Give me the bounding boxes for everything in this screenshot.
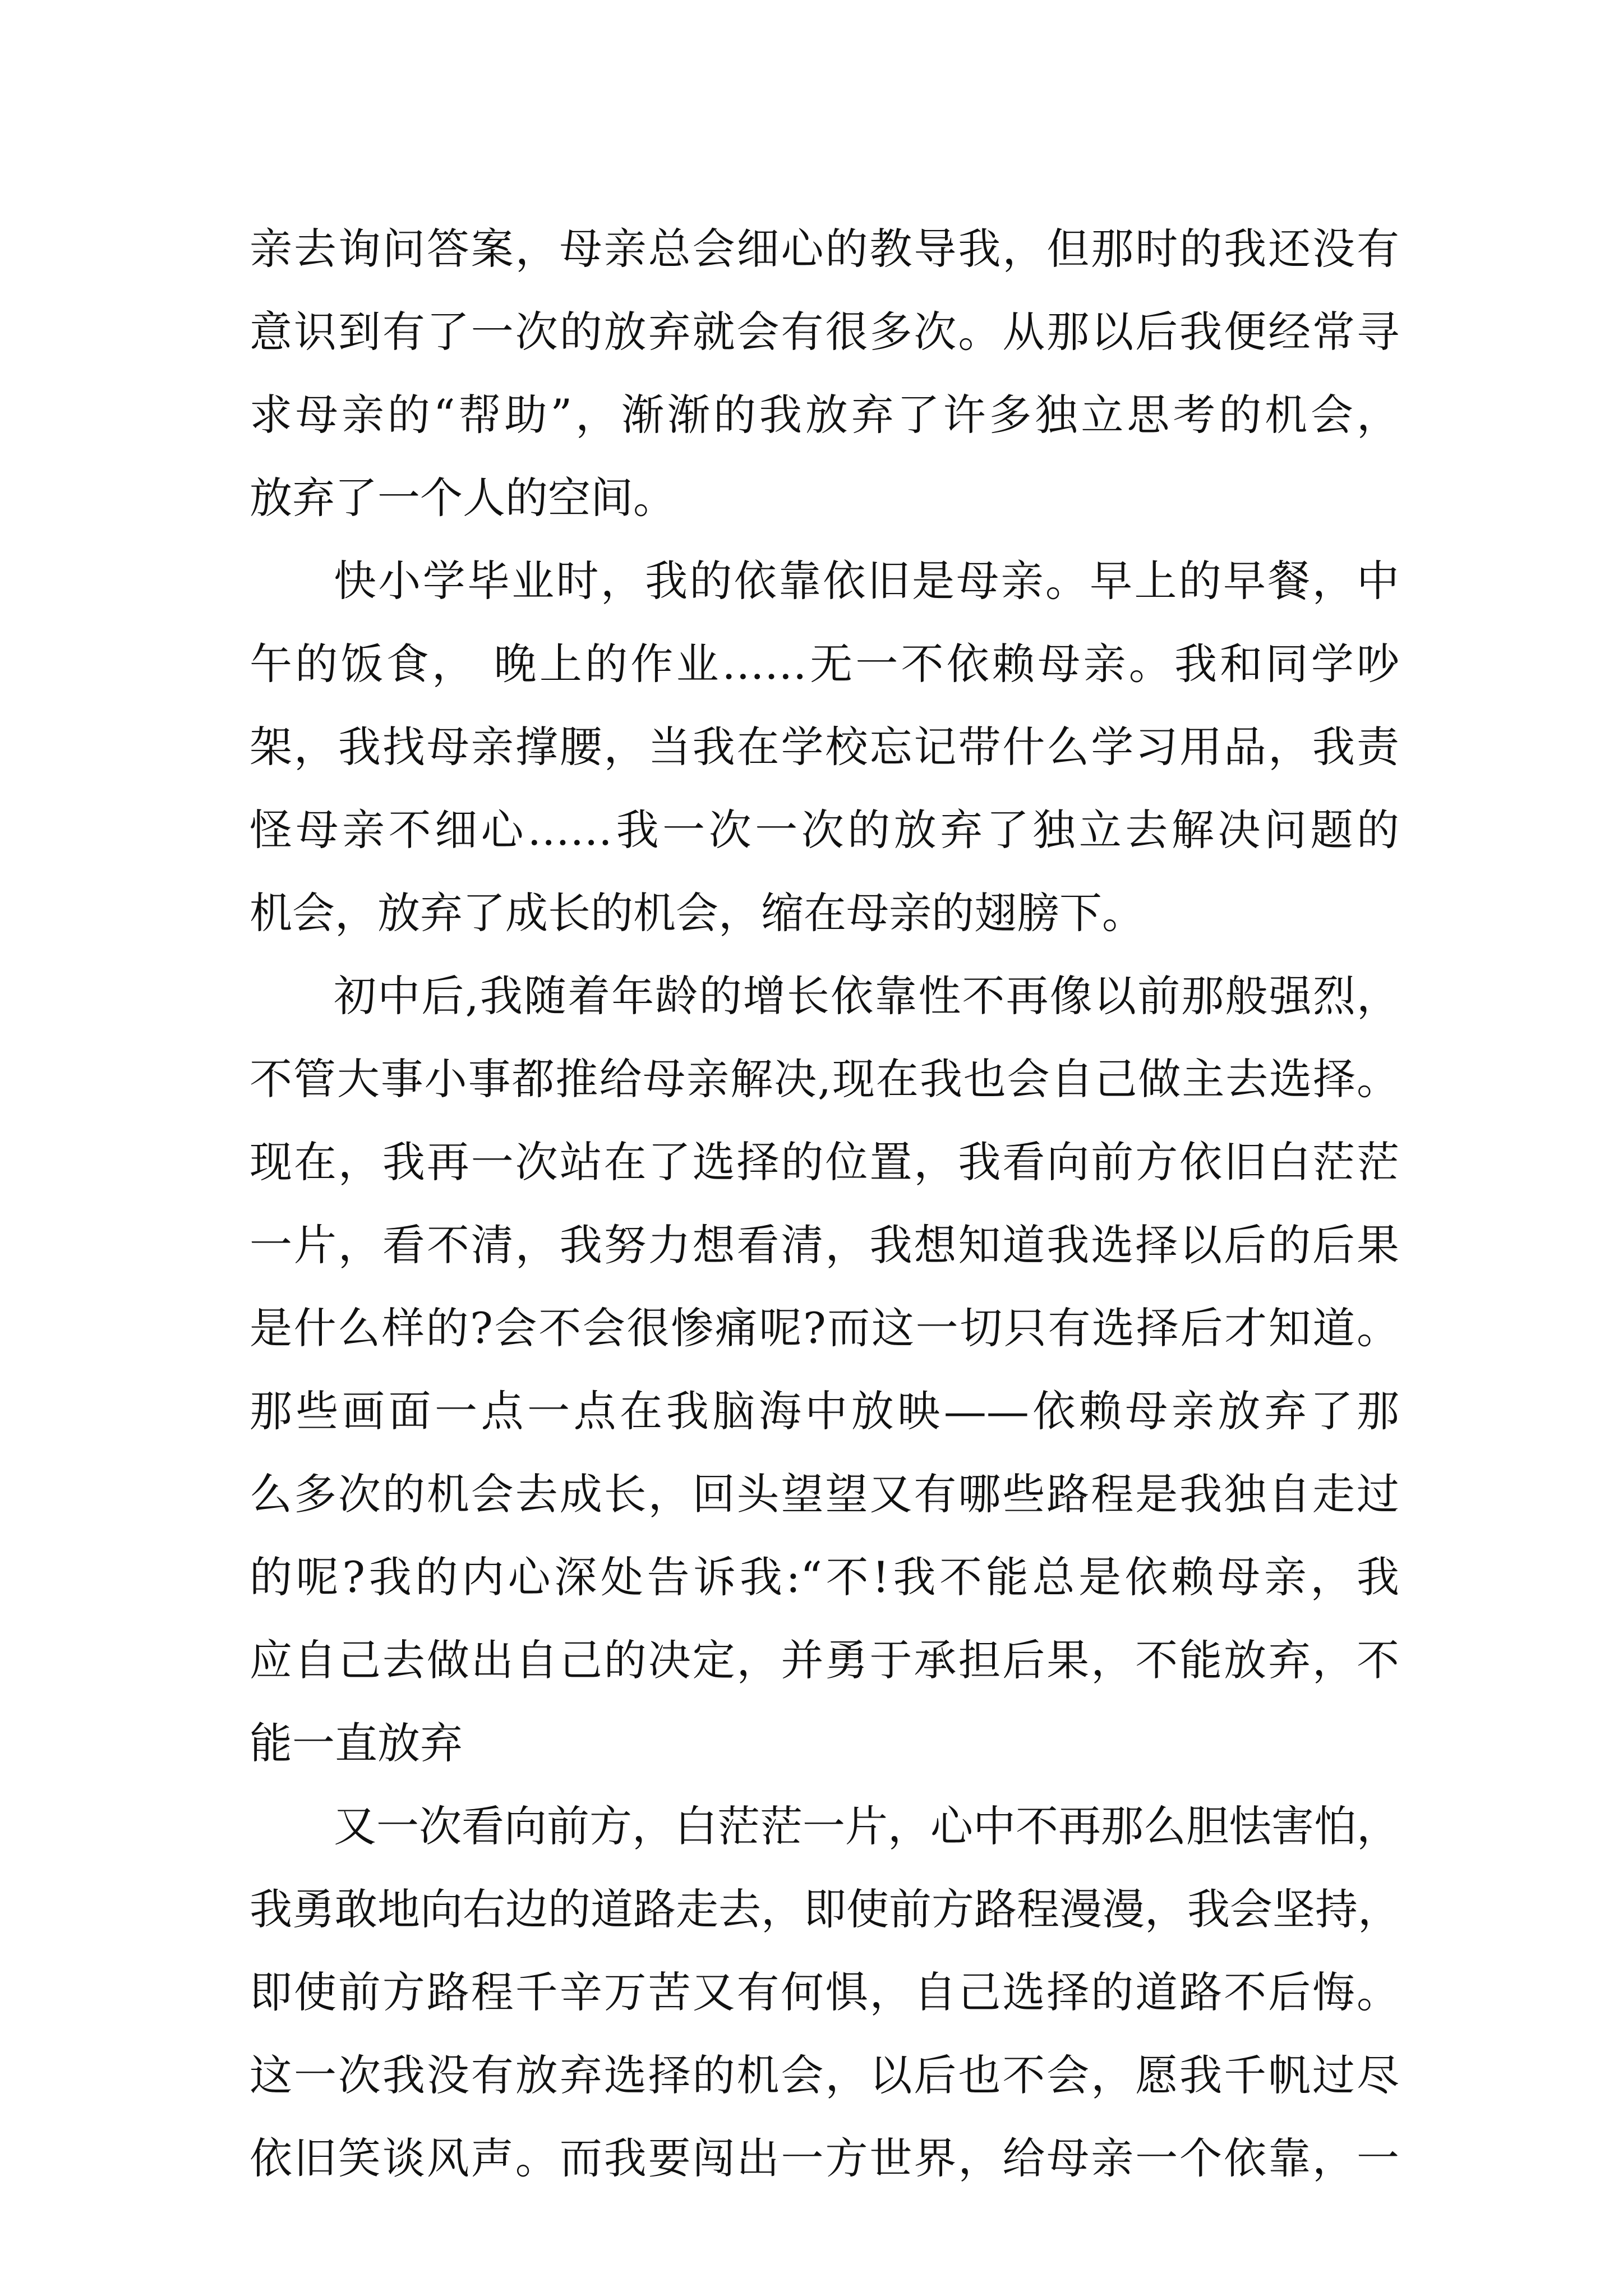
essay-body — [250, 208, 1399, 2200]
text-line: 放弃了一个人的空间。 — [250, 473, 676, 523]
text-line: 亲去询问答案，母亲总会细心的教导我，但那时的我还没有 — [250, 224, 1399, 274]
text-line: 不管大事小事都推给母亲解决,现在我也会自己做主去选择。 — [250, 1054, 1399, 1104]
text-line: 午的饭食， 晚上的作业……无一不依赖母亲。我和同学吵 — [250, 639, 1399, 689]
text-line: 又一次看向前方，白茫茫一片，心中不再那么胆怯害怕， — [334, 1801, 1399, 1851]
text-line: 求母亲的“帮助”，渐渐的我放弃了许多独立思考的机会， — [250, 390, 1399, 440]
text-line: 能一直放弃 — [250, 1718, 463, 1768]
text-line: 我勇敢地向右边的道路走去，即使前方路程漫漫，我会坚持， — [250, 1884, 1400, 1934]
text-line: 架，我找母亲撑腰，当我在学校忘记带什么学习用品，我责 — [250, 722, 1399, 772]
text-line: 意识到有了一次的放弃就会有很多次。从那以后我便经常寻 — [250, 307, 1399, 357]
text-line: 快小学毕业时，我的依靠依旧是母亲。早上的早餐，中 — [334, 556, 1399, 606]
text-line: 即使前方路程千辛万苦又有何惧，自己选择的道路不后悔。 — [250, 1967, 1399, 2017]
text-line: 现在，我再一次站在了选择的位置，我看向前方依旧白茫茫 — [250, 1137, 1399, 1187]
text-line: 那些画面一点一点在我脑海中放映——依赖母亲放弃了那 — [250, 1386, 1399, 1436]
text-line: 怪母亲不细心……我一次一次的放弃了独立去解决问题的 — [250, 805, 1399, 855]
text-line: 机会，放弃了成长的机会，缩在母亲的翅膀下。 — [250, 888, 1145, 938]
text-line: 的呢?我的内心深处告诉我:“不!我不能总是依赖母亲，我 — [250, 1552, 1399, 1602]
text-line: 初中后,我随着年龄的增长依靠性不再像以前那般强烈， — [334, 971, 1399, 1021]
text-line: 应自己去做出自己的决定，并勇于承担后果，不能放弃，不 — [250, 1635, 1399, 1685]
text-line: 依旧笑谈风声。而我要闯出一方世界，给母亲一个依靠，一 — [250, 2133, 1399, 2183]
text-line: 一片，看不清，我努力想看清，我想知道我选择以后的后果 — [250, 1220, 1399, 1270]
text-line: 这一次我没有放弃选择的机会，以后也不会，愿我千帆过尽 — [250, 2050, 1399, 2100]
text-line: 是什么样的?会不会很惨痛呢?而这一切只有选择后才知道。 — [250, 1303, 1399, 1353]
text-line: 么多次的机会去成长，回头望望又有哪些路程是我独自走过 — [250, 1469, 1399, 1519]
